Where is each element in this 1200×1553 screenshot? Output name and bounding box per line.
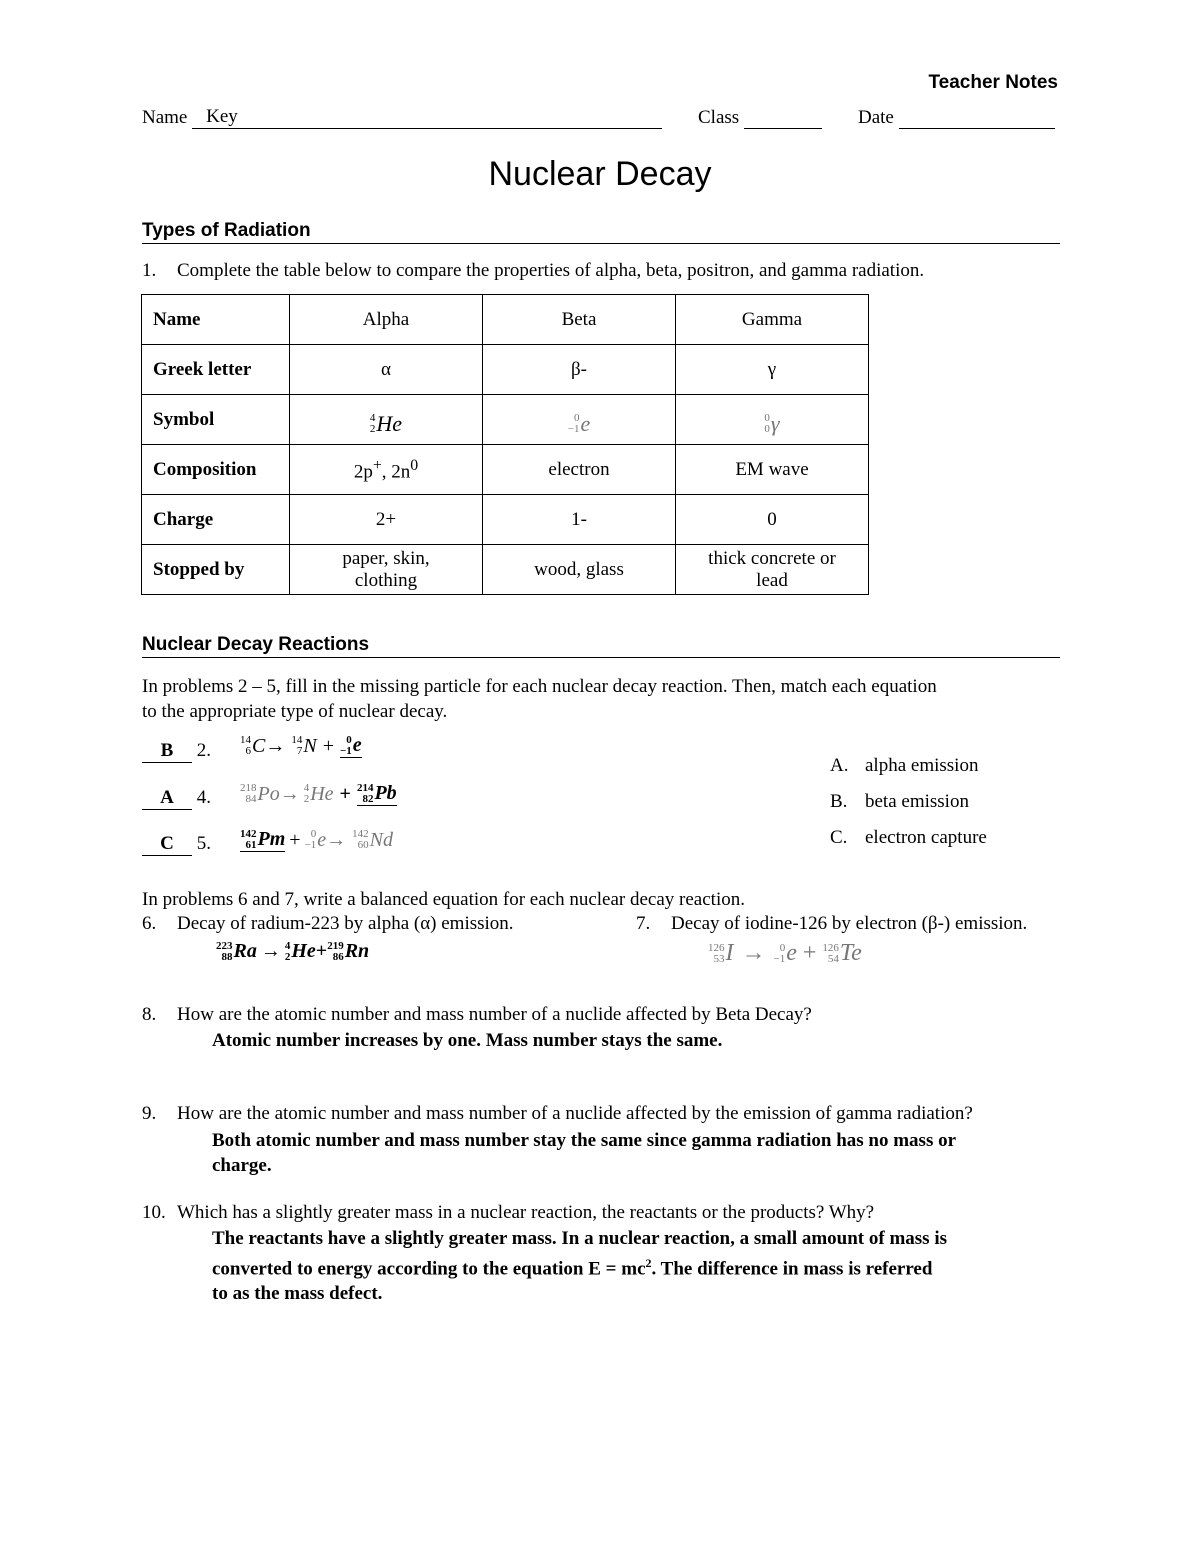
problem-number: 5. bbox=[196, 833, 211, 854]
answer-9-line2: charge. bbox=[212, 1155, 272, 1176]
gamma-mass: 0 bbox=[764, 411, 770, 424]
e-atomic: −1 bbox=[339, 744, 352, 757]
cell-greek-beta: β- bbox=[483, 345, 676, 395]
answer-9 bbox=[212, 1128, 1072, 1178]
c-atomic: 6 bbox=[245, 745, 251, 757]
e-atomic: −1 bbox=[773, 952, 786, 965]
answer-blank: A bbox=[142, 787, 192, 810]
teacher-notes-label: Teacher Notes bbox=[928, 72, 1058, 93]
ra-mass: 223 bbox=[216, 939, 233, 952]
reactions-intro-line1: In problems 2 – 5, fill in the missing particle for each nuclear decay reaction. Then, match each equation bbox=[142, 676, 937, 697]
nd-atomic: 60 bbox=[357, 839, 369, 851]
list-item bbox=[830, 820, 987, 856]
date-line bbox=[899, 106, 1055, 129]
date-field bbox=[858, 106, 1055, 129]
alpha-protons-sup: + bbox=[372, 457, 382, 475]
equation-2 bbox=[240, 734, 362, 758]
answer-blank: B bbox=[142, 740, 192, 763]
c-symbol: C bbox=[252, 734, 266, 757]
answer-10-line2b: . The difference in mass is referred bbox=[651, 1258, 933, 1280]
arrow-icon: → bbox=[265, 734, 286, 757]
equation-5 bbox=[240, 828, 393, 852]
table-row bbox=[142, 345, 869, 395]
ra-atomic: 88 bbox=[221, 950, 233, 963]
alpha-atomic: 2 bbox=[369, 422, 376, 435]
gamma-symbol: γ bbox=[770, 410, 780, 436]
he-mass: 4 bbox=[303, 782, 310, 794]
te-atomic: 54 bbox=[827, 952, 839, 965]
choice-letter: A. bbox=[830, 755, 849, 776]
e-mass: 0 bbox=[779, 941, 786, 954]
cell-symbol-gamma bbox=[676, 395, 869, 445]
table-row bbox=[142, 395, 869, 445]
ra-symbol: Ra bbox=[233, 940, 257, 962]
alpha-neutrons: , 2n bbox=[381, 461, 411, 483]
answer-9-line1: Both atomic number and mass number stay the same since gamma radiation has no mass or bbox=[212, 1130, 957, 1151]
cell-charge-alpha: 2+ bbox=[290, 495, 483, 545]
pb-atomic: 82 bbox=[362, 792, 374, 805]
problem-number: 4. bbox=[196, 787, 211, 808]
question-text: Decay of radium-223 by alpha (α) emission. bbox=[177, 913, 514, 934]
plus-sign: + bbox=[802, 940, 817, 966]
arrow-icon: → bbox=[326, 828, 347, 851]
rn-mass: 219 bbox=[327, 939, 344, 952]
row-label-composition: Composition bbox=[142, 445, 290, 495]
alpha-symbol: He bbox=[376, 410, 403, 436]
choice-text: beta emission bbox=[865, 791, 969, 812]
po-atomic: 84 bbox=[245, 793, 257, 805]
beta-atomic: −1 bbox=[567, 422, 580, 435]
plus-sign: + bbox=[322, 734, 334, 757]
alpha-mass: 4 bbox=[369, 411, 376, 424]
answer-10-line1: The reactants have a slightly greater mass. In a nuclear reaction, a small amount of mass is bbox=[212, 1228, 947, 1249]
list-item bbox=[830, 784, 987, 820]
i-atomic: 53 bbox=[713, 952, 725, 965]
reactions-intro bbox=[142, 674, 937, 724]
equation-4 bbox=[240, 782, 397, 806]
page-title: Nuclear Decay bbox=[488, 155, 712, 193]
answer-particle bbox=[340, 734, 362, 758]
te-mass: 126 bbox=[822, 941, 839, 954]
question-text: Decay of iodine-126 by electron (β-) emission. bbox=[671, 913, 1028, 934]
rn-atomic: 86 bbox=[332, 950, 344, 963]
cell-symbol-beta bbox=[483, 395, 676, 445]
question-9 bbox=[142, 1103, 973, 1125]
class-label: Class bbox=[698, 107, 740, 128]
answer-particle bbox=[357, 782, 397, 806]
equation-7 bbox=[708, 940, 862, 967]
equation-6 bbox=[216, 940, 369, 963]
he-symbol: He bbox=[310, 782, 334, 805]
choice-text: electron capture bbox=[865, 827, 987, 848]
nd-symbol: Nd bbox=[369, 828, 394, 851]
row-label-charge: Charge bbox=[142, 495, 290, 545]
answer-8: Atomic number increases by one. Mass number stays the same. bbox=[212, 1030, 723, 1051]
question-10 bbox=[142, 1202, 874, 1224]
plus-sign: + bbox=[339, 782, 351, 805]
question-6 bbox=[142, 913, 514, 935]
po-mass: 218 bbox=[240, 782, 257, 794]
header-fields bbox=[142, 106, 1060, 136]
table-header-gamma: Gamma bbox=[676, 295, 869, 345]
problem-number: 2. bbox=[196, 740, 211, 761]
table-row bbox=[142, 295, 869, 345]
problem-4 bbox=[142, 787, 211, 810]
question-number: 10. bbox=[142, 1202, 166, 1223]
plus-sign: + bbox=[289, 828, 301, 851]
beta-mass: 0 bbox=[573, 411, 580, 424]
stopped-gamma-line2: lead bbox=[756, 569, 788, 591]
choices-list bbox=[830, 748, 987, 856]
cell-symbol-alpha bbox=[290, 395, 483, 445]
list-item bbox=[830, 748, 987, 784]
question-text: Complete the table below to compare the properties of alpha, beta, positron, and gamma radiation. bbox=[177, 260, 925, 281]
answer-10-line2 bbox=[212, 1251, 1072, 1281]
cell-stopped-beta: wood, glass bbox=[483, 545, 676, 595]
beta-symbol: e bbox=[580, 410, 591, 436]
choice-letter: C. bbox=[830, 827, 848, 848]
stopped-gamma-line1: thick concrete or bbox=[708, 547, 836, 569]
question-text: Which has a slightly greater mass in a nuclear reaction, the reactants or the products? Why? bbox=[177, 1202, 875, 1223]
name-value: Key bbox=[206, 106, 238, 127]
question-text: How are the atomic number and mass number of a nuclide affected by Beta Decay? bbox=[177, 1004, 812, 1025]
n-atomic: 7 bbox=[296, 745, 303, 757]
choice-text: alpha emission bbox=[865, 755, 979, 776]
choice-letter: B. bbox=[830, 791, 848, 812]
question-text: How are the atomic number and mass number of a nuclide affected by the emission of gamma radiation? bbox=[177, 1103, 973, 1124]
radiation-table bbox=[141, 294, 869, 595]
arrow-icon: → bbox=[260, 940, 281, 962]
table-row bbox=[142, 445, 869, 495]
table-row bbox=[142, 545, 869, 595]
answer-10-line3: to as the mass defect. bbox=[212, 1283, 383, 1305]
e-symbol: e bbox=[786, 940, 797, 966]
class-field bbox=[698, 106, 822, 129]
table-header-beta: Beta bbox=[483, 295, 676, 345]
cell-charge-beta: 1- bbox=[483, 495, 676, 545]
cell-composition-beta: electron bbox=[483, 445, 676, 495]
date-label: Date bbox=[858, 107, 894, 128]
he-atomic: 2 bbox=[303, 793, 310, 805]
arrow-icon: → bbox=[279, 782, 300, 805]
he-mass: 4 bbox=[284, 939, 291, 952]
name-field bbox=[142, 106, 662, 129]
name-line bbox=[192, 106, 662, 129]
i-mass: 126 bbox=[708, 941, 725, 954]
cell-composition-alpha bbox=[290, 445, 483, 495]
he-symbol: He bbox=[291, 940, 316, 962]
pb-symbol: Pb bbox=[374, 782, 397, 804]
pm-atomic: 61 bbox=[245, 838, 257, 851]
cell-composition-gamma: EM wave bbox=[676, 445, 869, 495]
c-mass: 14 bbox=[240, 734, 251, 746]
nd-mass: 142 bbox=[352, 828, 369, 840]
row-label-symbol: Symbol bbox=[142, 395, 290, 445]
row-label-stopped: Stopped by bbox=[142, 545, 290, 595]
e-atomic: −1 bbox=[304, 839, 317, 851]
e-mass: 0 bbox=[310, 828, 317, 840]
cell-stopped-gamma bbox=[676, 545, 869, 595]
balanced-intro: In problems 6 and 7, write a balanced equation for each nuclear decay reaction. bbox=[142, 889, 745, 910]
e-symbol: e bbox=[352, 734, 362, 756]
n-mass: 14 bbox=[291, 734, 303, 746]
rn-symbol: Rn bbox=[344, 940, 370, 962]
cell-greek-gamma: γ bbox=[676, 345, 869, 395]
table-header-name: Name bbox=[142, 295, 290, 345]
pb-mass: 214 bbox=[356, 781, 374, 794]
pm-symbol: Pm bbox=[257, 828, 286, 850]
alpha-neutrons-sup: 0 bbox=[410, 457, 419, 475]
arrow-icon: → bbox=[741, 940, 766, 966]
e-mass: 0 bbox=[346, 733, 352, 746]
stopped-alpha-line2: clothing bbox=[354, 569, 418, 591]
e-symbol: e bbox=[317, 828, 327, 851]
problem-2 bbox=[142, 740, 211, 763]
question-number: 8. bbox=[142, 1004, 157, 1025]
question-number: 7. bbox=[636, 913, 651, 934]
question-number: 6. bbox=[142, 913, 157, 934]
table-row bbox=[142, 495, 869, 545]
gamma-atomic: 0 bbox=[764, 422, 770, 435]
name-label: Name bbox=[142, 107, 188, 128]
n-symbol: N bbox=[303, 734, 317, 757]
he-atomic: 2 bbox=[284, 950, 291, 963]
reactions-intro-line2: to the appropriate type of nuclear decay. bbox=[142, 701, 448, 722]
table-header-alpha: Alpha bbox=[290, 295, 483, 345]
stopped-alpha-line1: paper, skin, bbox=[342, 547, 430, 569]
te-symbol: Te bbox=[839, 940, 862, 966]
cell-stopped-alpha bbox=[290, 545, 483, 595]
answer-10-superscript: 2 bbox=[645, 1256, 652, 1270]
po-symbol: Po bbox=[257, 782, 280, 805]
question-1 bbox=[142, 260, 924, 282]
i-symbol: I bbox=[725, 940, 734, 966]
plus-sign: + bbox=[315, 940, 328, 962]
section-heading-reactions: Nuclear Decay Reactions bbox=[142, 634, 1060, 658]
question-number: 1. bbox=[142, 260, 157, 281]
pm-mass: 142 bbox=[240, 827, 257, 840]
answer-particle bbox=[240, 828, 285, 852]
problem-5 bbox=[142, 833, 211, 856]
section-heading-types: Types of Radiation bbox=[142, 220, 1060, 244]
answer-10 bbox=[212, 1226, 1072, 1306]
alpha-protons: 2p bbox=[353, 461, 373, 483]
question-number: 9. bbox=[142, 1103, 157, 1124]
question-8 bbox=[142, 1004, 812, 1026]
class-line bbox=[744, 106, 822, 129]
cell-greek-alpha: α bbox=[290, 345, 483, 395]
row-label-greek: Greek letter bbox=[142, 345, 290, 395]
question-7 bbox=[636, 913, 1027, 935]
cell-charge-gamma: 0 bbox=[676, 495, 869, 545]
answer-10-line2a: converted to energy according to the equation E = mc bbox=[212, 1258, 646, 1280]
answer-blank: C bbox=[142, 833, 192, 856]
